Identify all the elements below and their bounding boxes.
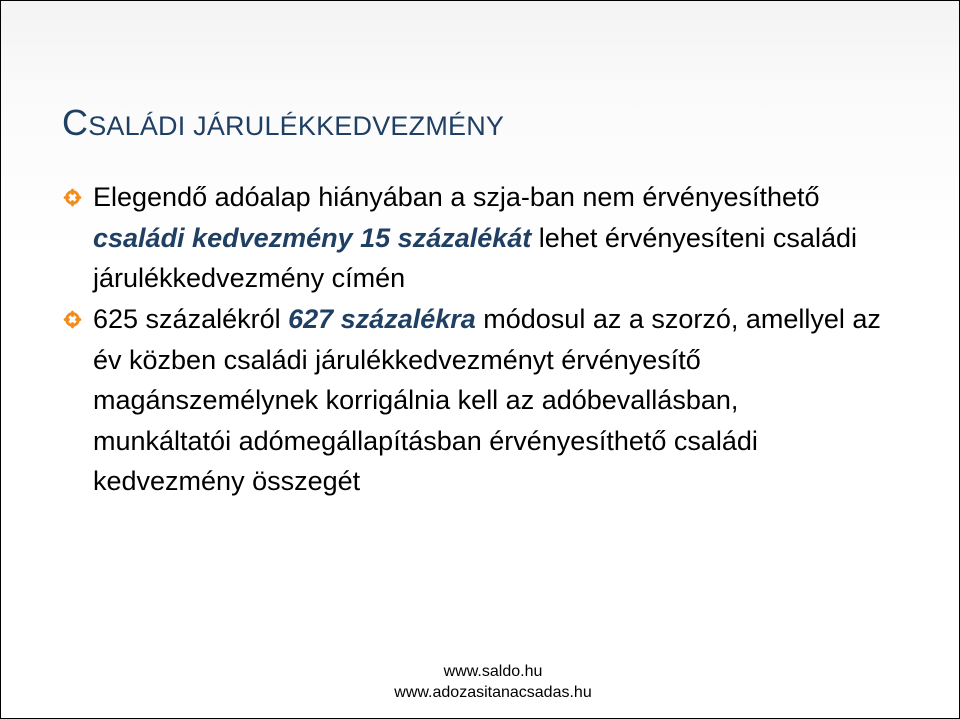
bullet-2-emphasis: 627 százalékra bbox=[288, 304, 476, 334]
bullet-2-text-part-1: 625 százalékról bbox=[93, 304, 289, 334]
bullet-1-text-part-2: lehet érvényesíteni családi járulékkedvezmény címén bbox=[93, 222, 857, 293]
bullet-1-emphasis: családi kedvezmény 15 százalékát bbox=[93, 222, 532, 253]
orange-ring-bullet-icon bbox=[63, 188, 82, 207]
slide-title bbox=[62, 101, 504, 148]
slide-title-rest: SALÁDI JÁRULÉKKEDVEZMÉNY bbox=[88, 111, 505, 141]
bullet-2-text-part-2: módosul az a szorzó, amellyel az év közben családi járulékkedvezményt érvényesítő magánszemélynek korrigálnia kell az adóbevallásban, munkáltatói adómegállapításban érvényesíthető családi kedvezmény összegét bbox=[93, 304, 881, 496]
bullet-1-text-part-1: Elegendő adóalap hiányában a szja-ban nem érvényesíthető bbox=[93, 182, 820, 212]
footer-links bbox=[373, 661, 613, 703]
bullet-item-1 bbox=[93, 177, 883, 299]
footer-link-saldo[interactable]: www.saldo.hu bbox=[443, 663, 543, 680]
orange-ring-bullet-icon bbox=[63, 310, 82, 329]
footer-link-adozasitanacsadas[interactable]: www.adozasitanacsadas.hu bbox=[394, 684, 592, 701]
bullet-item-2 bbox=[93, 299, 883, 502]
slide-title-first-letter: C bbox=[62, 102, 89, 143]
